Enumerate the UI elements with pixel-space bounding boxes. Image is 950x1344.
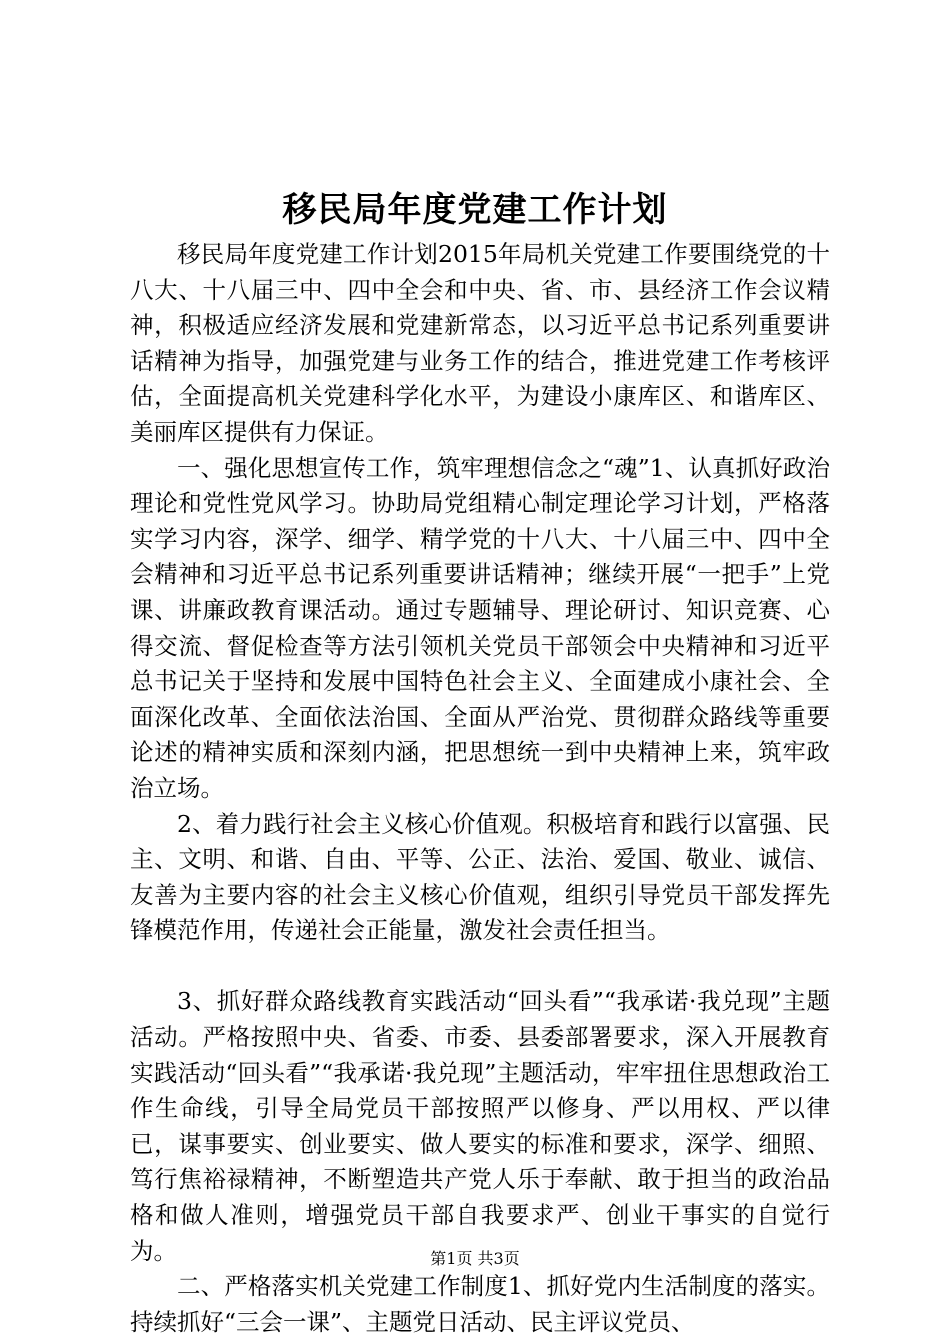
document-title: 移民局年度党建工作计划 — [282, 190, 668, 230]
paragraph-item-2: 2、着力践行社会主义核心价值观。积极培育和践行以富强、民主、文明、和谐、自由、平等、公正、法治、爱国、敬业、诚信、友善为主要内容的社会主义核心价值观，组织引导党员干部发挥先锋模范作用，传递社会正能量，激发社会责任担当。 — [130, 809, 830, 945]
paragraph-item-3: 3、抓好群众路线教育实践活动“回头看”“我承诺·我兑现”主题活动。严格按照中央、省委、市委、县委部署要求，深入开展教育实践活动“回头看”“我承诺·我兑现”主题活动，牢牢扭住思想政治工作生命线，引导全局党员干部按照严以修身、严以用权、严以律已，谋事要实、创业要实、做人要实的标准和要求，深学、细照、笃行焦裕禄精神，不断塑造共产党人乐于奉献、敢于担当的政治品格和做人准则，增强党员干部自我要求严、创业干事实的自觉行为。 — [130, 987, 830, 1265]
page-number-footer: 第1页 共3页 — [430, 1249, 520, 1268]
paragraph-intro: 移民局年度党建工作计划2015年局机关党建工作要围绕党的十八大、十八届三中、四中全会和中央、省、市、县经济工作会议精神，积极适应经济发展和党建新常态，以习近平总书记系列重要讲话精神为指导，加强党建与业务工作的结合，推进党建工作考核评估，全面提高机关党建科学化水平，为建设小康库区、和谐库区、美丽库区提供有力保证。 — [130, 240, 830, 446]
paragraph-section-1: 一、强化思想宣传工作，筑牢理想信念之“魂”1、认真抓好政治理论和党性党风学习。协助局党组精心制定理论学习计划，严格落实学习内容，深学、细学、精学党的十八大、十八届三中、四中全会精神和习近平总书记系列重要讲话精神；继续开展“一把手”上党课、讲廉政教育课活动。通过专题辅导、理论研讨、知识竞赛、心得交流、督促检查等方法引领机关党员干部领会中央精神和习近平总书记关于坚持和发展中国特色社会主义、全面建成小康社会、全面深化改革、全面依法治国、全面从严治党、贯彻群众路线等重要论述的精神实质和深刻内涵，把思想统一到中央精神上来，筑牢政治立场。 — [130, 453, 830, 802]
document-body — [130, 237, 830, 1340]
paragraph-section-2: 二、严格落实机关党建工作制度1、抓好党内生活制度的落实。持续抓好“三会一课”、主题党日活动、民主评议党员、 — [130, 1272, 830, 1336]
